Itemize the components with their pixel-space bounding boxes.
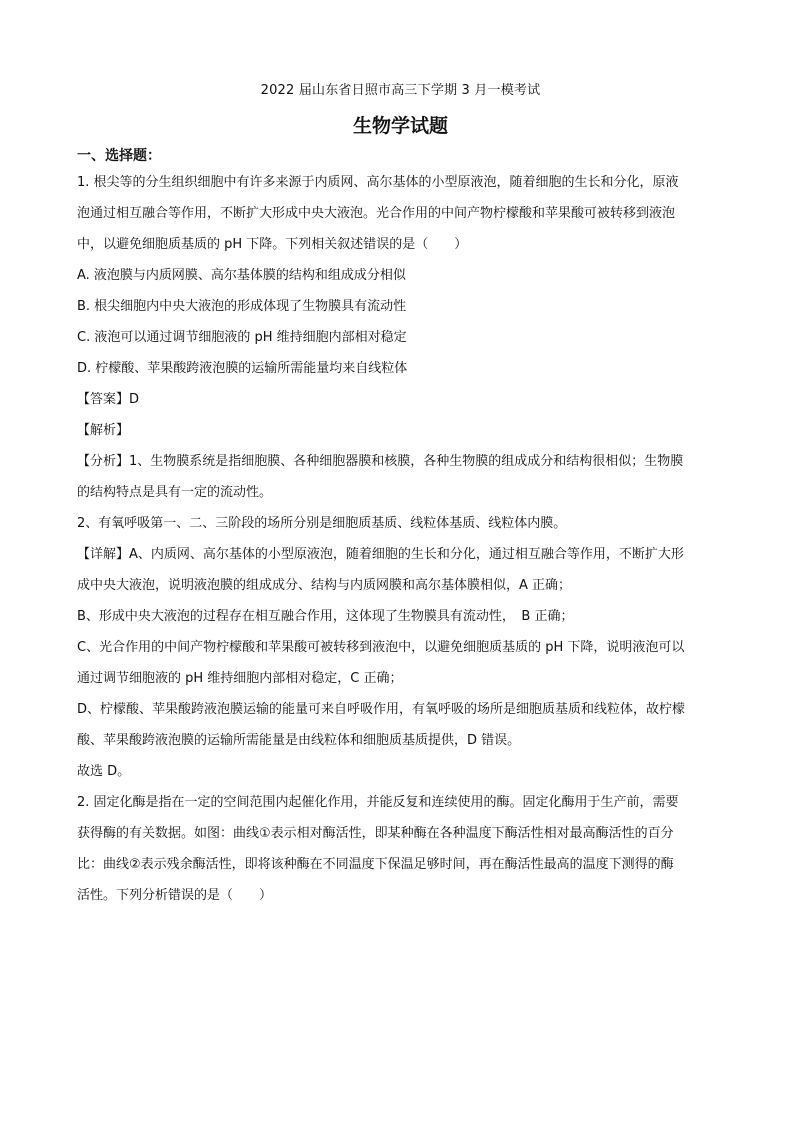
question-2-stem-line: 活性。下列分析错误的是（ ） [77, 888, 273, 903]
question-1-stem-line: 泡通过相互融合等作用，不断扩大形成中央大液泡。光合作用的中间产物柠檬酸和苹果酸可被转移到液泡 [77, 206, 676, 221]
question-1-analysis-line: 通过调节细胞液的 pH 维持细胞内部相对稳定，C 正确； [77, 671, 403, 686]
main-title: 生物学试题 [352, 115, 448, 137]
question-1-analysis-line: 成中央大液泡，说明液泡膜的组成成分、结构与内质网膜和高尔基体膜相似，A 正确； [77, 578, 572, 593]
question-1-option-a: A. 液泡膜与内质网膜、高尔基体膜的结构和组成成分相似 [77, 268, 406, 283]
question-1 [77, 167, 724, 787]
question-1-analysis-line: D、柠檬酸、苹果酸跨液泡膜运输的能量可来自呼吸作用，有氧呼吸的场所是细胞质基质和线粒体，故柠檬 [77, 702, 686, 717]
question-1-analysis-line: C、光合作用的中间产物柠檬酸和苹果酸可被转移到液泡中，以避免细胞质基质的 pH 下降，说明液泡可以 [77, 640, 685, 655]
question-1-analysis-line: 2、有氧呼吸第一、二、三阶段的场所分别是细胞质基质、线粒体基质、线粒体内膜。 [77, 516, 567, 531]
question-2 [77, 787, 724, 911]
question-1-analysis-line: 故选 D。 [77, 764, 131, 779]
question-1-analysis-label: 【解析】 [77, 423, 130, 438]
question-2-stem-line: 获得酶的有关数据。如图：曲线①表示相对酶活性，即某种酶在各种温度下酶活性相对最高酶活性的百分 [77, 826, 674, 841]
exam-title: 2022 届山东省日照市高三下学期 3 月一模考试 [260, 83, 541, 98]
question-1-answer: 【答案】D [77, 392, 140, 407]
question-1-analysis-line: 酸、苹果酸跨液泡膜的运输所需能量是由线粒体和细胞质基质提供，D 错误。 [77, 733, 521, 748]
question-1-analysis-line: 【分析】1、生物膜系统是指细胞膜、各种细胞器膜和核膜，各种生物膜的组成成分和结构很相似；生物膜 [77, 454, 684, 469]
question-1-option-d: D. 柠檬酸、苹果酸跨液泡膜的运输所需能量均来自线粒体 [77, 361, 408, 376]
question-1-stem-line: 1. 根尖等的分生组织细胞中有许多来源于内质网、高尔基体的小型原液泡，随着细胞的生长和分化，原液 [77, 175, 679, 190]
question-1-stem-line: 中，以避免细胞质基质的 pH 下降。下列相关叙述错误的是（ ） [77, 237, 468, 252]
question-2-stem-line: 2. 固定化酶是指在一定的空间范围内起催化作用，并能反复和连续使用的酶。固定化酶用于生产前，需要 [77, 795, 679, 810]
question-1-analysis-line: 【详解】A、内质网、高尔基体的小型原液泡，随着细胞的生长和分化，通过相互融合等作用，不断扩大形 [77, 547, 684, 562]
question-1-analysis-line: 的结构特点是具有一定的流动性。 [77, 485, 273, 500]
question-1-analysis-line: B、形成中央大液泡的过程存在相互融合作用，这体现了生物膜具有流动性， B 正确； [77, 609, 574, 624]
question-1-option-b: B. 根尖细胞内中央大液泡的形成体现了生物膜具有流动性 [77, 299, 407, 314]
question-2-stem-line: 比：曲线②表示残余酶活性，即将该种酶在不同温度下保温足够时间，再在酶活性最高的温度下测得的酶 [77, 857, 674, 872]
question-1-option-c: C. 液泡可以通过调节细胞液的 pH 维持细胞内部相对稳定 [77, 330, 407, 345]
section-heading: 一、选择题： [77, 148, 161, 164]
